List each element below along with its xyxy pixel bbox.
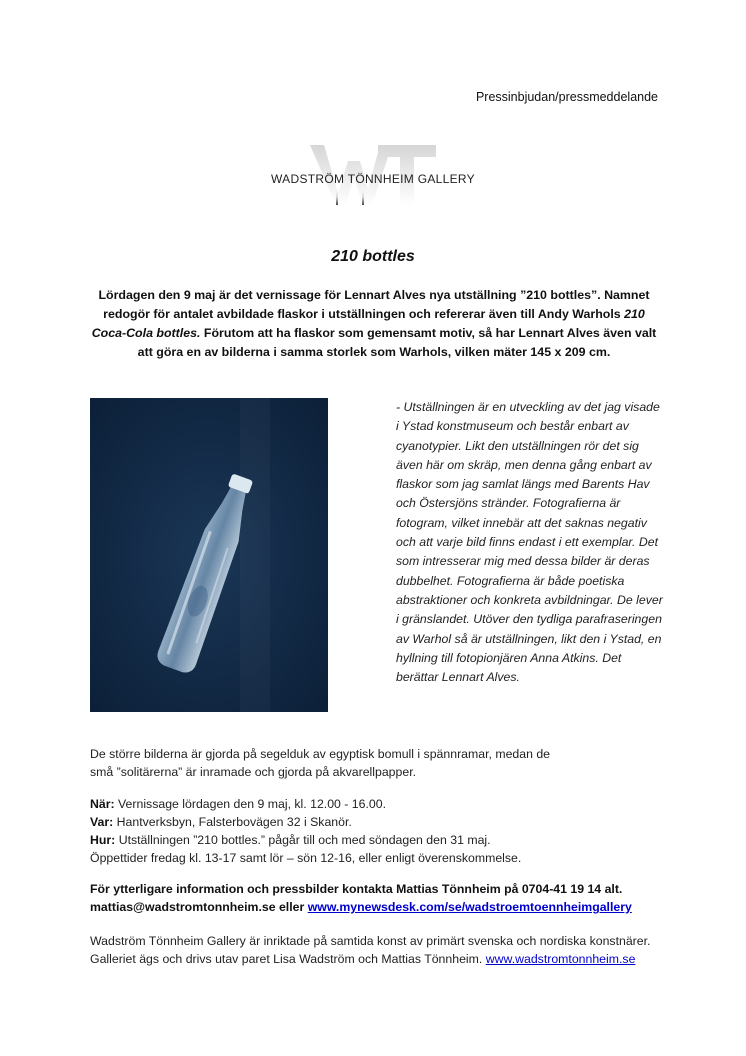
contact-line: För ytterligare information och pressbilder kontakta Mattias Tönnheim på 0704-41 19 14 alt.: [90, 882, 623, 896]
about-line: Wadström Tönnheim Gallery är inriktade på samtida konst av primärt svenska och nordiska konstnärer.: [90, 934, 651, 948]
gallery-name: WADSTRÖM TÖNNHEIM GALLERY: [271, 172, 475, 186]
about-paragraph: [90, 932, 680, 968]
page-title: 210 bottles: [331, 248, 415, 265]
how-label: Hur:: [90, 833, 116, 847]
about-line-2: [90, 950, 680, 968]
materials-line: De större bilderna är gjorda på segelduk av egyptisk bomull i spännramar, medan de: [90, 747, 551, 761]
about-text: Galleriet ägs och drivs utav paret Lisa Wadström och Mattias Tönnheim.: [90, 952, 486, 966]
opening-hours: Öppettider fredag kl. 13-17 samt lör – sön 12-16, eller enligt överenskommelse.: [90, 851, 522, 865]
when-row: [90, 795, 680, 813]
mynewsdesk-link[interactable]: www.mynewsdesk.com/se/wadstroemtoennheimgallery: [307, 900, 632, 914]
how-row: [90, 831, 680, 849]
gallery-website-link[interactable]: www.wadstromtonnheim.se: [485, 952, 636, 966]
where-label: Var:: [90, 815, 114, 829]
materials-line: små ”solitärerna” är inramade och gjorda på akvarellpapper.: [90, 765, 417, 779]
gallery-logo: [0, 143, 746, 213]
document-type-label: Pressinbjudan/pressmeddelande: [475, 90, 658, 104]
artist-quote: - Utställningen är en utveckling av det jag visade i Ystad konstmuseum och består enbart av cyanotypier. Likt den utställningen rör det sig även här om skräp, men denna gång enbart av flaskor som jag samlat längs med Barents Hav och Östersjöns stränder. Fotografierna är fotogram, vilket innebär att det saknas negativ och att varje bild finns endast i ett exemplar. Det som intresserar mig med dessa bilder är deras dubbelhet. Fotografierna är både poetiska abstraktioner och konkreta avbildningar. De lever i gränslandet. Utöver den tydliga parafraseringen av Warhol så är utställningen, likt den i Ystad, en hyllning till fotopionjären Anna Atkins. Det berättar Lennart Alves.: [396, 400, 663, 685]
when-label: När:: [90, 797, 115, 811]
when-value: Vernissage lördagen den 9 maj, kl. 12.00 - 16.00.: [114, 797, 386, 811]
lead-text-continued: Förutom att ha flaskor som gemensamt motiv, så har Lennart Alves även valt att göra en av bilderna i samma storlek som Warhols, vilken mäter 145 x 209 cm.: [137, 326, 657, 359]
lead-text: Lördagen den 9 maj är det vernissage för Lennart Alves nya utställning ”210 bottles”. Namnet redogör för antalet avbildade flaskor i utställningen och refererar även till Andy Warhols: [98, 288, 650, 321]
contact-email: mattias@wadstromtonnheim.se eller: [90, 900, 308, 914]
how-value: Utställningen ”210 bottles.” pågår till och med söndagen den 31 maj.: [115, 833, 491, 847]
lead-artwork-title: 210 Coca-Cola bottles.: [91, 307, 645, 340]
contact-paragraph: [90, 880, 680, 916]
where-value: Hantverksbyn, Falsterbovägen 32 i Skanör.: [113, 815, 352, 829]
contact-line-2: [90, 898, 680, 916]
materials-paragraph: [90, 745, 680, 781]
lead-paragraph: [90, 286, 658, 362]
where-row: [90, 813, 680, 831]
cyanotype-bottle-photo: [90, 398, 328, 712]
event-details: [90, 795, 680, 867]
